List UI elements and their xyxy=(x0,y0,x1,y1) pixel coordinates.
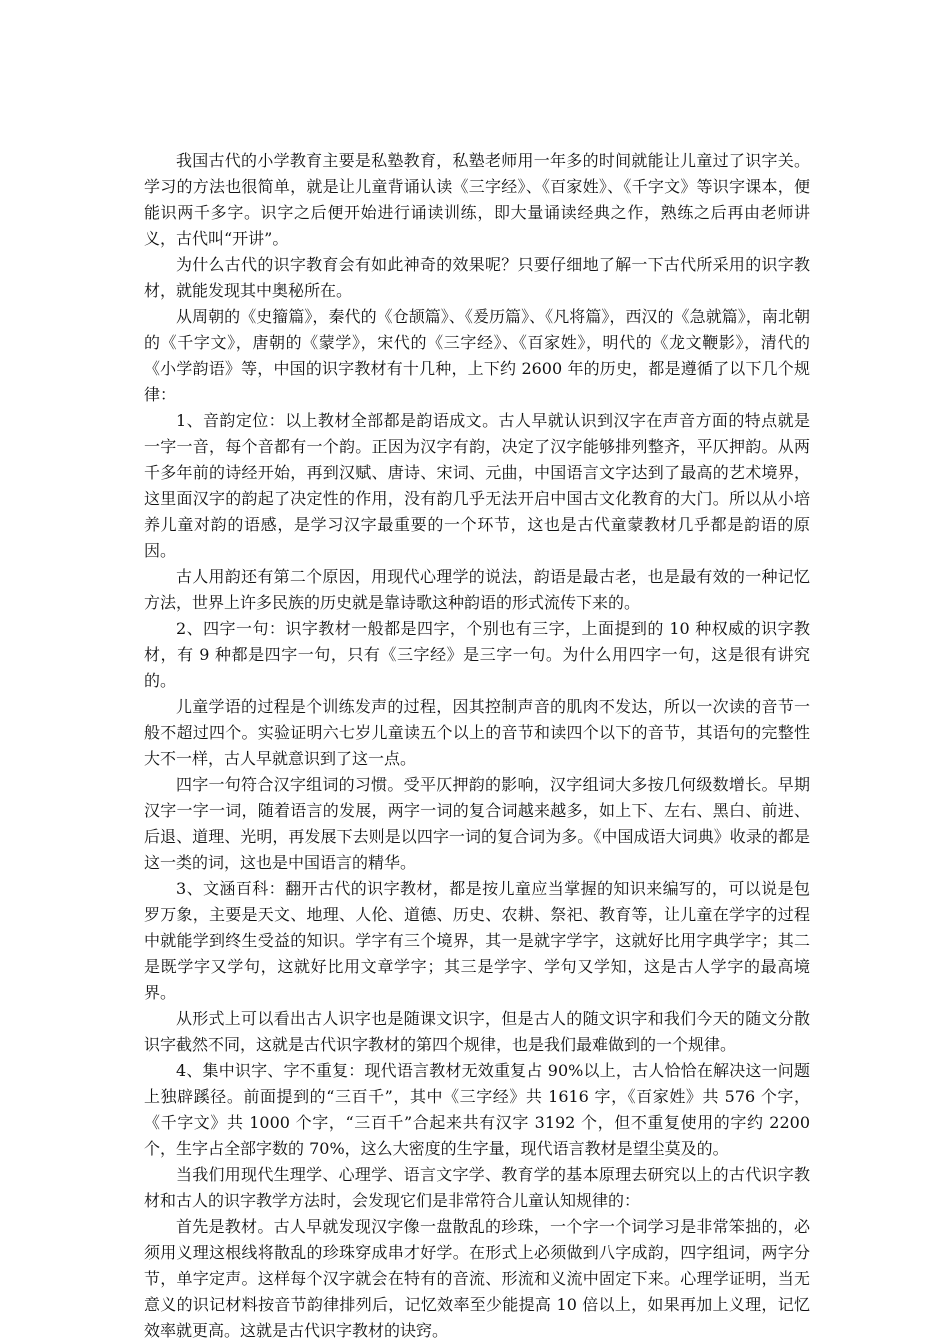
document-body xyxy=(144,148,810,1344)
paragraph: 2、四字一句：识字教材一般都是四字，个别也有三字，上面提到的 10 种权威的识字教材，有 9 种都是四字一句，只有《三字经》是三字一句。为什么用四字一句，这是很有讲究的。 xyxy=(144,619,810,690)
paragraph: 当我们用现代生理学、心理学、语言文字学、教育学的基本原理去研究以上的古代识字教材和古人的识字教学方法时，会发现它们是非常符合儿童认知规律的： xyxy=(144,1165,810,1210)
paragraph: 古人用韵还有第二个原因，用现代心理学的说法，韵语是最古老，也是最有效的一种记忆方法，世界上许多民族的历史就是靠诗歌这种韵语的形式流传下来的。 xyxy=(144,567,810,612)
paragraph: 首先是教材。古人早就发现汉字像一盘散乱的珍珠，一个字一个词学习是非常笨拙的，必须用义理这根线将散乱的珍珠穿成串才好学。在形式上必须做到八字成韵，四字组词，两字分节，单字定声。这样每个汉字就会在特有的音流、形流和义流中固定下来。心理学证明，当无意义的识记材料按音节韵律排列后，记忆效率至少能提高 10 倍以上，如果再加上义理，记忆效率就更高。这就是古代识字教材的诀窍。 xyxy=(144,1217,810,1340)
paragraph: 我国古代的小学教育主要是私塾教育，私塾老师用一年多的时间就能让儿童过了识字关。学习的方法也很简单，就是让儿童背诵认读《三字经》、《百家姓》、《千字文》等识字课本，便能识两千多字。识字之后便开始进行诵读训练，即大量诵读经典之作，熟练之后再由老师讲义，古代叫“开讲”。 xyxy=(144,151,810,248)
paragraph: 4、集中识字、字不重复：现代语言教材无效重复占 90%以上，古人恰恰在解决这一问题上独辟蹊径。前面提到的“三百千”，其中《三字经》共 1616 字，《百家姓》共 576 个字，《千字文》共 1000 个字，“三百千”合起来共有汉字 3192 个，但不重复使用的字约 2200 个，生字占全部字数的 70%，这么大密度的生字量，现代语言教材是望尘莫及的。 xyxy=(144,1061,810,1158)
paragraph: 从形式上可以看出古人识字也是随课文识字，但是古人的随文识字和我们今天的随文分散识字截然不同，这就是古代识字教材的第四个规律，也是我们最难做到的一个规律。 xyxy=(144,1009,810,1054)
paragraph: 为什么古代的识字教育会有如此神奇的效果呢？只要仔细地了解一下古代所采用的识字教材，就能发现其中奥秘所在。 xyxy=(144,255,810,300)
paragraph: 从周朝的《史籀篇》，秦代的《仓颉篇》、《爰历篇》、《凡将篇》，西汉的《急就篇》，南北朝的《千字文》，唐朝的《蒙学》，宋代的《三字经》、《百家姓》，明代的《龙文鞭影》，清代的《小学韵语》等，中国的识字教材有十几种，上下约 2600 年的历史，都是遵循了以下几个规律： xyxy=(144,307,810,404)
paragraph: 四字一句符合汉字组词的习惯。受平仄押韵的影响，汉字组词大多按几何级数增长。早期汉字一字一词，随着语言的发展，两字一词的复合词越来越多，如上下、左右、黑白、前进、后退、道理、光明，再发展下去则是以四字一词的复合词为多。《中国成语大词典》收录的都是这一类的词，这也是中国语言的精华。 xyxy=(144,775,810,872)
paragraph: 1、音韵定位：以上教材全部都是韵语成文。古人早就认识到汉字在声音方面的特点就是一字一音，每个音都有一个韵。正因为汉字有韵，决定了汉字能够排列整齐，平仄押韵。从两千多年前的诗经开始，再到汉赋、唐诗、宋词、元曲，中国语言文字达到了最高的艺术境界，这里面汉字的韵起了决定性的作用，没有韵几乎无法开启中国古文化教育的大门。所以从小培养儿童对韵的语感，是学习汉字最重要的一个环节，这也是古代童蒙教材几乎都是韵语的原因。 xyxy=(144,411,810,560)
paragraph: 3、文涵百科：翻开古代的识字教材，都是按儿童应当掌握的知识来编写的，可以说是包罗万象，主要是天文、地理、人伦、道德、历史、农耕、祭祀、教育等，让儿童在学字的过程中就能学到终生受益的知识。学字有三个境界，其一是就字学字，这就好比用字典学字；其二是既学字又学句，这就好比用文章学字；其三是学字、学句又学知，这是古人学字的最高境界。 xyxy=(144,879,810,1002)
paragraph: 儿童学语的过程是个训练发声的过程，因其控制声音的肌肉不发达，所以一次读的音节一般不超过四个。实验证明六七岁儿童读五个以上的音节和读四个以下的音节，其语句的完整性大不一样，古人早就意识到了这一点。 xyxy=(144,697,810,768)
